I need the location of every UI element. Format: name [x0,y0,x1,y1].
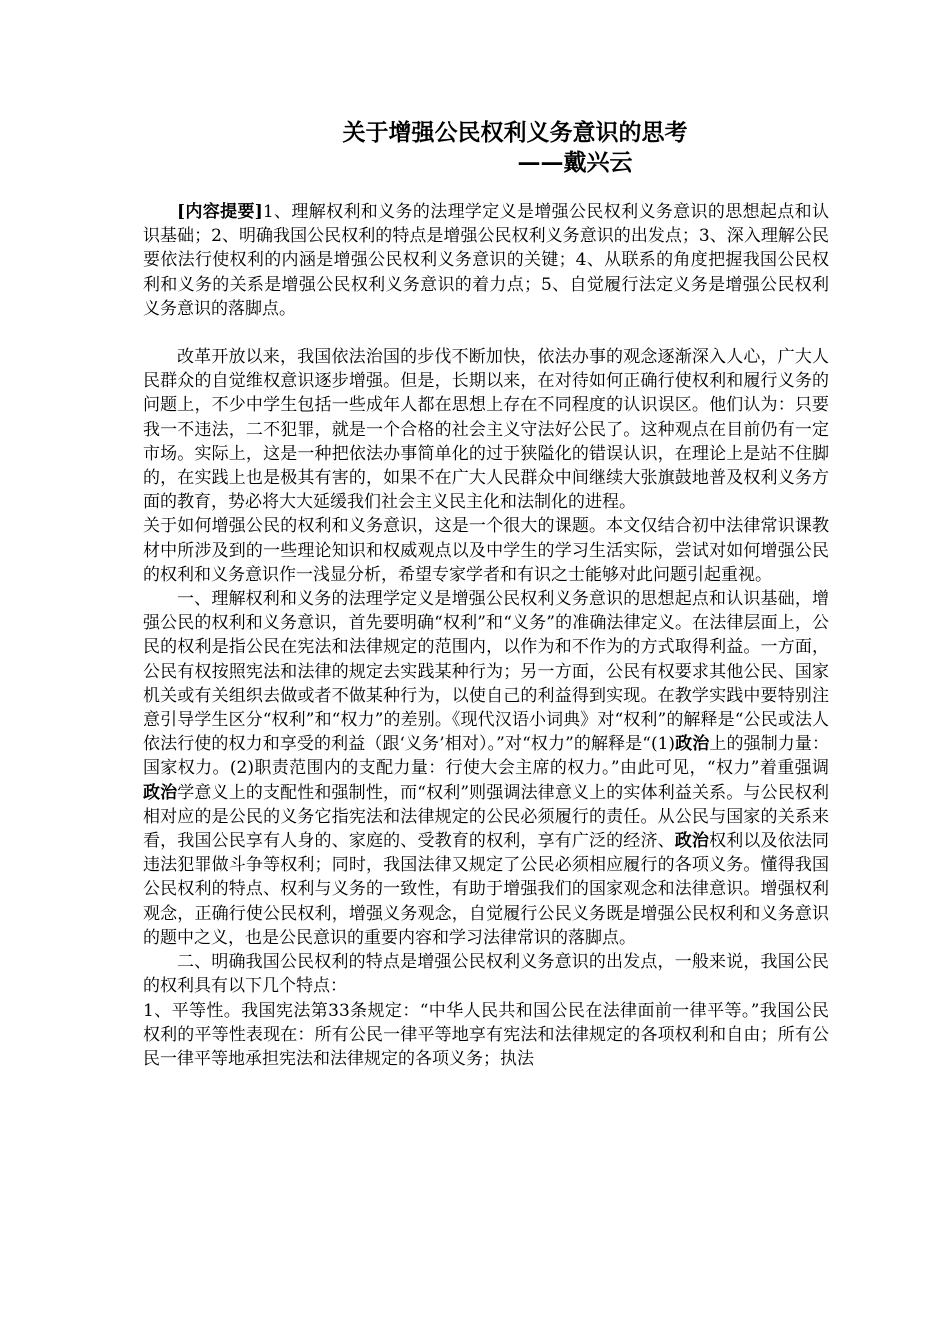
abstract-paragraph [143,200,829,321]
title-block [0,118,950,178]
abstract-label: [内容提要] [177,202,263,222]
document-title: 关于增强公民权利义务意识的思考 [342,119,688,146]
bold-term: 政治 [675,734,710,755]
body-paragraph-2: 关于如何增强公民的权利和义务意识，这是一个很大的课题。本文仅结合初中法律常识课教材中所涉及到的一些理论知识和权威观点以及中学生的学习生活实际，尝试对如何增强公民的权利和义务意识作一浅显分析，希望专家学者和有识之士能够对此问题引起重视。 [143,516,829,585]
text-run: 权利以及依法同违法犯罪做斗争等权利；同时，我国法律又规定了公民必须相应履行的各项义务。懂得我国公民权利的特点、权利与义务的一致性，有助于增强我们的国家观念和法律意识。增强权利观念，正确行使公民权利，增强义务观念，自觉履行公民义务既是增强公民权利和义务意识的题中之义，也是公民意识的重要内容和学习法律常识的落脚点。 [143,831,830,948]
text-run: 一、理解权利和义务的法理学定义是增强公民权利义务意识的思想起点和认识基础，增强公民的权利和义务意识，首先要明确“权利”和“义务”的准确法律定义。在法律层面上，公民的权利是指公民在宪法和法律规定的范围内，以作为和不作为的方式取得利益。一方面，公民有权按照宪法和法律的规定去实践某种行为；另一方面，公民有权要求其他公民、国家机关或有关组织去做或者不做某种行为，以使自己的利益得到实现。在教学实践中要特别注意引导学生区分“权利”和“权力”的差别。《现代汉语小词典》对“权利”的解释是“公民或法人依法行使的权力和享受的利益（跟‘义务’相对）。”对“权力”的解释是“(1) [143,589,829,755]
bold-term: 政治 [143,782,178,803]
document-body [143,200,829,1071]
paragraph-gap [143,321,829,345]
bold-term: 政治 [674,831,710,852]
body-paragraph-5: 1、平等性。我国宪法第33条规定：“中华人民共和国公民在法律面前一律平等。”我国公民权利的平等性表现在：所有公民一律平等地享有宪法和法律规定的各项权利和自由；所有公民一律平等地承担宪法和法律规定的各项义务；执法 [143,1000,829,1069]
body-paragraph-1: 改革开放以来，我国依法治国的步伐不断加快，依法办事的观念逐渐深入人心，广大人民群众的自觉维权意识逐步增强。但是，长期以来，在对待如何正确行使权利和履行义务的问题上，不少中学生包括一些成年人都在思想上存在不同程度的认识误区。他们认为：只要我一不违法，二不犯罪，就是一个合格的社会主义守法好公民了。这种观点在目前仍有一定市场。实际上，这是一种把依法办事简单化的过于狭隘化的错误认识，在理论上是站不住脚的，在实践上也是极其有害的，如果不在广大人民群众中间继续大张旗鼓地普及权利义务方面的教育，势必将大大延缓我们社会主义民主化和法制化的进程。 [143,347,829,513]
body-paragraph-3 [143,587,829,950]
text-run: 上的强制力量：国家权力。(2)职责范围内的支配力量：行使大会主席的权力。”由此可见，“权力”着重强调 [143,734,830,779]
body-paragraph-4: 二、明确我国公民权利的特点是增强公民权利义务意识的出发点，一般来说，我国公民的权利具有以下几个特点： [143,952,829,997]
abstract-text: 1、理解权利和义务的法理学定义是增强公民权利义务意识的思想起点和认识基础；2、明确我国公民权利的特点是增强公民权利义务意识的出发点；3、深入理解公民要依法行使权利的内涵是增强公民权利义务意识的关键；4、从联系的角度把握我国公民权利和义务的关系是增强公民权利义务意识的着力点；5、自觉履行法定义务是增强公民权利义务意识的落脚点。 [143,202,829,319]
document-author: ——戴兴云 [517,149,633,176]
text-run: 学意义上的支配性和强制性，而“权利”则强调法律意义上的实体利益关系。与公民权利相对应的是公民的义务它指宪法和法律规定的公民必须履行的责任。从公民与国家的关系来看，我国公民享有人身的、家庭的、受教育的权利，享有广泛的经济、 [143,782,829,852]
